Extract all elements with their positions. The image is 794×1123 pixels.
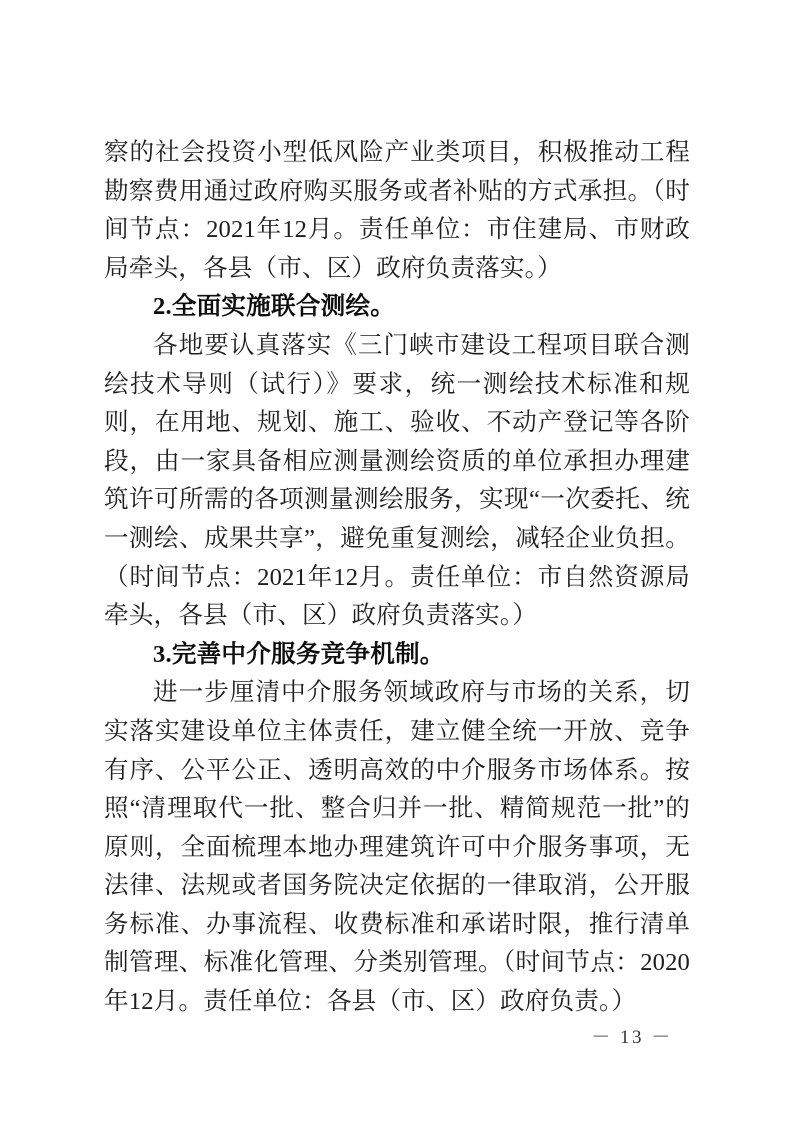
paragraph-joint-surveying-body: 各地要认真落实《三门峡市建设工程项目联合测绘技术导则（试行）》要求，统一测绘技术标准和规则，在用地、规划、施工、验收、不动产登记等各阶段，由一家具备相应测量测绘资质的单位承担办理建筑许可所需的各项测量测绘服务，实现“一次委托、统一测绘、成果共享”，避免重复测绘，减轻企业负担。（时间节点：2021年12月。责任单位：市自然资源局牵头，各县（市、区）政府负责落实。）	[104, 331, 690, 630]
paragraph-intermediary-competition-body: 进一步厘清中介服务领域政府与市场的关系，切实落实建设单位主体责任，建立健全统一开放、竞争有序、公平公正、透明高效的中介服务市场体系。按照“清理取代一批、整合归并一批、精简规范一批”的原则，全面梳理本地办理建筑许可中介服务事项，无法律、法规或者国务院决定依据的一律取消，公开服务标准、办事流程、收费标准和承诺时限，推行清单制管理、标准化管理、分类别管理。（时间节点：2020年12月。责任单位：各县（市、区）政府负责。）	[104, 679, 690, 1016]
page-footer	[0, 1022, 794, 1049]
heading-3-intermediary-competition: 3.完善中介服务竞争机制。	[153, 640, 445, 668]
document-body	[104, 134, 690, 1022]
heading-2-joint-surveying: 2.全面实施联合测绘。	[153, 293, 395, 321]
paragraph-engineering-survey-fee: 察的社会投资小型低风险产业类项目，积极推动工程勘察费用通过政府购买服务或者补贴的方式承担。（时间节点：2021年12月。责任单位：市住建局、市财政局牵头，各县（市、区）政府负责落实。）	[104, 139, 690, 282]
page-number: － 13 －	[591, 1027, 673, 1048]
